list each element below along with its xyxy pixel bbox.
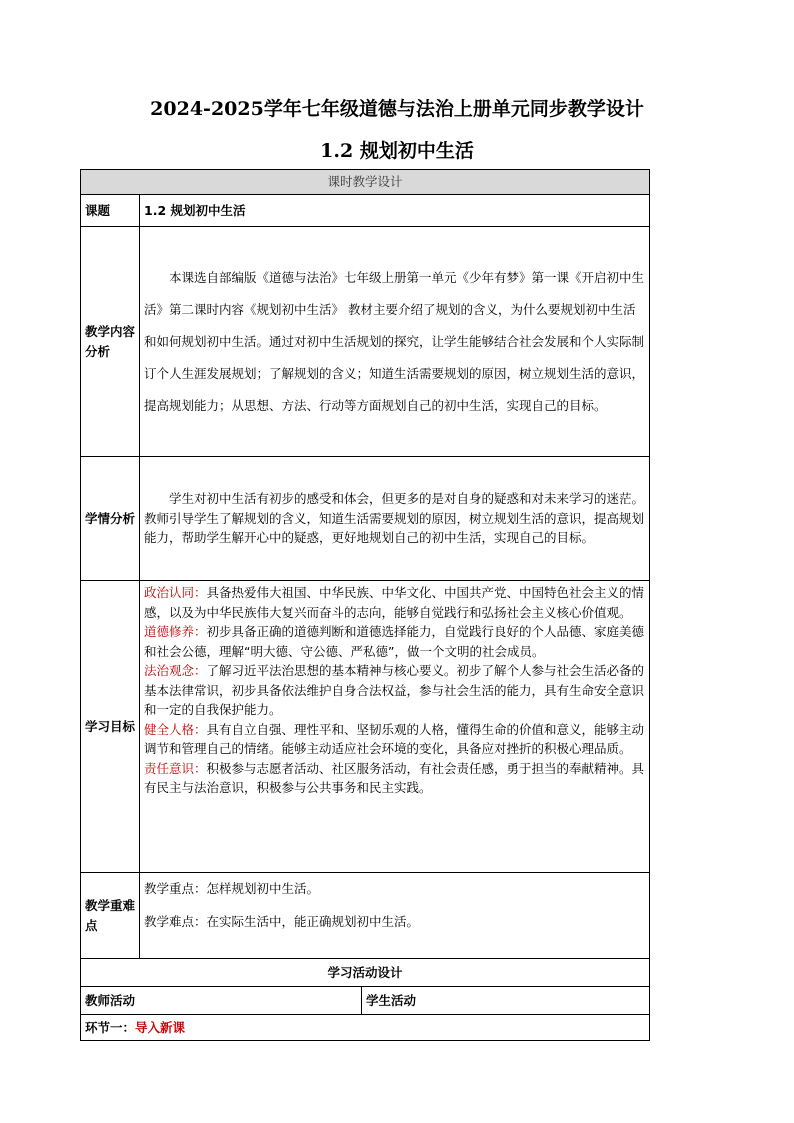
goal-key: 责任意识： — [144, 760, 207, 776]
topic-value: 1.2 规划初中生活 — [140, 195, 650, 227]
step-one-row — [81, 1015, 650, 1041]
goal-item — [144, 622, 645, 661]
lesson-subtitle: 1.2 规划初中生活 — [320, 140, 474, 162]
table-header: 课时教学设计 — [81, 170, 650, 195]
goal-text: 初步具备正确的道德判断和道德选择能力，自觉践行良好的个人品德、家庭美德和社会公德，理解“明大德、守公德、严私德”，做一个文明的社会成员。 — [144, 624, 645, 659]
document-title: 2024-2025学年七年级道德与法治上册单元同步教学设计 — [150, 98, 644, 120]
goal-key: 健全人格： — [144, 721, 207, 737]
student-activity-header: 学生活动 — [362, 987, 650, 1015]
lesson-design-table — [80, 169, 650, 1041]
goal-text: 积极参与志愿者活动、社区服务活动，有社会责任感，勇于担当的奉献精神。具有民主与法治意识，积极参与公共事务和民主实践。 — [144, 760, 645, 795]
goal-key: 道德修养： — [144, 624, 207, 639]
content-analysis-text: 本课选自部编版《道德与法治》七年级上册第一单元《少年有梦》第一课《开启初中生活》第二课时内容《规划初中生活》 教材主要介绍了规划的含义，为什么要规划初中生活和如何规划初中生活。通过对初中生活规划的探究，让学生能够结合社会发展和个人实际制订个人生涯发展规划；了解规划的含义；知道生活需要规划的原因，树立规划生活的意识，提高规划能力；从思想、方法、行动等方面规划自己的初中生活，实现自己的目标。 — [144, 269, 645, 413]
key-difficult-label: 教学重难点 — [81, 873, 140, 959]
content-analysis-label: 教学内容分析 — [81, 227, 140, 457]
topic-label: 课题 — [81, 195, 140, 227]
goal-text: 具备热爱伟大祖国、中华民族、中华文化、中国共产党、中国特色社会主义的情感，以及为中华民族伟大复兴而奋斗的志向，能够自觉践行和弘扬社会主义核心价值观。 — [144, 585, 645, 620]
goal-item — [144, 759, 645, 798]
goal-key: 政治认同： — [144, 585, 207, 600]
goal-text: 具有自立自强、理性平和、坚韧乐观的人格，懂得生命的价值和意义，能够主动调节和管理自己的情绪。能够主动适应社会环境的变化，具备应对挫折的积极心理品质。 — [144, 721, 645, 756]
goal-key: 法治观念： — [144, 663, 207, 678]
learning-goals-label: 学习目标 — [81, 581, 140, 873]
student-analysis-label: 学情分析 — [81, 457, 140, 581]
goal-item — [144, 583, 645, 622]
key-point: 教学重点：怎样规划初中生活。 — [144, 881, 320, 896]
goal-text: 了解习近平法治思想的基本精神与核心要义。初步了解个人参与社会生活必备的基本法律常识，初步具备依法维护自身合法权益，参与社会生活的能力，具有生命安全意识和一定的自我保护能力。 — [144, 663, 645, 717]
teacher-activity-header: 教师活动 — [81, 987, 362, 1015]
goal-item — [144, 661, 645, 720]
step-label: 环节一： — [85, 1019, 136, 1035]
student-analysis-text: 学生对初中生活有初步的感受和体会，但更多的是对自身的疑惑和对未来学习的迷茫。教师引导学生了解规划的含义，知道生活需要规划的原因，树立规划生活的意识，提高规划能力，帮助学生解开心中的疑惑，更好地规划自己的初中生活，实现自己的目标。 — [144, 491, 645, 546]
goal-item — [144, 720, 645, 759]
difficult-point: 教学难点：在实际生活中，能正确规划初中生活。 — [144, 913, 420, 929]
step-value: 导入新课 — [135, 1019, 186, 1035]
activity-design-header: 学习活动设计 — [81, 959, 650, 987]
